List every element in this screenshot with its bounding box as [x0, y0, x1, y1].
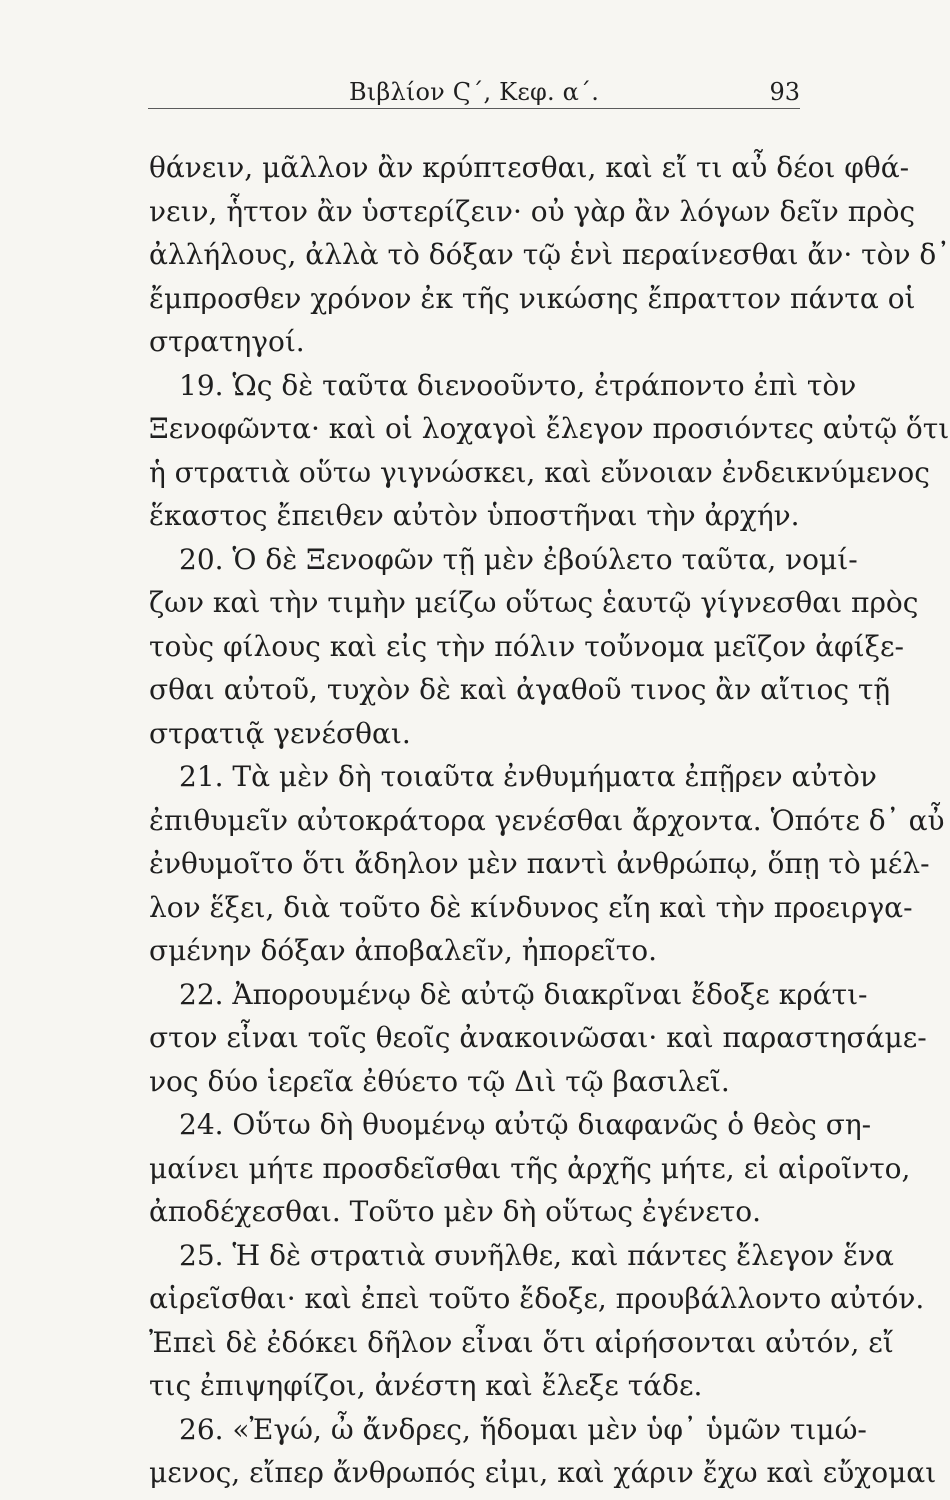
- section-start-line: 25. Ἡ δὲ στρατιὰ συνῆλθε, καὶ πάντες ἔλεγον ἕνα: [179, 1238, 894, 1272]
- text-line: λον ἕξει, διὰ τοῦτο δὲ κίνδυνος εἴη καὶ τὴν προειργα-: [149, 890, 913, 924]
- text-line: ἕκαστος ἔπειθεν αὐτὸν ὑποστῆναι τὴν ἀρχήν.: [149, 499, 800, 532]
- body-text: [149, 146, 950, 1495]
- text-line: νειν, ἧττον ἂν ὑστερίζειν· οὐ γὰρ ἂν λόγων δεῖν πρὸς: [149, 194, 916, 228]
- text-line: στρατηγοί.: [149, 325, 305, 358]
- text-line: σμένην δόξαν ἀποβαλεῖν, ἠπορεῖτο.: [149, 934, 658, 967]
- text-line: μενος, εἴπερ ἄνθρωπός εἰμι, καὶ χάριν ἔχω καὶ εὔχομαι: [149, 1456, 937, 1489]
- section-start-line: 26. «Ἐγώ, ὦ ἄνδρες, ἥδομαι μὲν ὑφ᾽ ὑμῶν τιμώ-: [179, 1412, 867, 1446]
- text-line: στον εἶναι τοῖς θεοῖς ἀνακοινῶσαι· καὶ παραστησάμε-: [149, 1021, 927, 1054]
- text-line: σθαι αὐτοῦ, τυχὸν δὲ καὶ ἀγαθοῦ τινος ἂν αἴτιος τῇ: [149, 673, 891, 706]
- text-line: ἀποδέχεσθαι. Τοῦτο μὲν δὴ οὕτως ἐγένετο.: [149, 1195, 761, 1228]
- text-line: τις ἐπιψηφίζοι, ἀνέστη καὶ ἔλεξε τάδε.: [149, 1369, 703, 1402]
- text-line: μαίνει μήτε προσδεῖσθαι τῆς ἀρχῆς μήτε, εἰ αἱροῖντο,: [149, 1151, 911, 1185]
- text-line: τοὺς φίλους καὶ εἰς τὴν πόλιν τοὔνομα μεῖζον ἀφίξε-: [149, 629, 904, 663]
- section-start-line: 22. Ἀπορουμένῳ δὲ αὐτῷ διακρῖναι ἔδοξε κράτι-: [179, 977, 868, 1011]
- running-head: Βιβλίον Ϛ΄, Κεφ. α΄.: [348, 78, 600, 106]
- text-line: νος δύο ἱερεῖα ἐθύετο τῷ Διὶ τῷ βασιλεῖ.: [149, 1064, 730, 1098]
- page-header: [148, 78, 800, 114]
- text-line: ἀλλήλους, ἀλλὰ τὸ δόξαν τῷ ἑνὶ περαίνεσθαι ἄν· τὸν δ᾽: [149, 238, 950, 271]
- text-line: στρατιᾷ γενέσθαι.: [149, 716, 411, 750]
- section-start-line: 19. Ὡς δὲ ταῦτα διενοοῦντο, ἐτράποντο ἐπὶ τὸν: [179, 368, 857, 402]
- text-line: Ξενοφῶντα· καὶ οἱ λοχαγοὶ ἔλεγον προσιόντες αὐτῷ ὅτι: [149, 412, 950, 445]
- page-number: 93: [769, 78, 800, 106]
- header-rule: [148, 108, 800, 109]
- text-line: ἡ στρατιὰ οὕτω γιγνώσκει, καὶ εὔνοιαν ἐνδεικνύμενος: [149, 455, 930, 489]
- text-line: ζων καὶ τὴν τιμὴν μείζω οὕτως ἑαυτῷ γίγνεσθαι πρὸς: [149, 586, 919, 619]
- text-line: θάνειν, μᾶλλον ἂν κρύπτεσθαι, καὶ εἴ τι αὖ δέοι φθά-: [149, 151, 910, 184]
- section-start-line: 21. Τὰ μὲν δὴ τοιαῦτα ἐνθυμήματα ἐπῇρεν αὐτὸν: [179, 760, 877, 793]
- text-line: Ἐπεὶ δὲ ἐδόκει δῆλον εἶναι ὅτι αἱρήσονται αὐτόν, εἴ: [149, 1325, 894, 1359]
- text-line: αἱρεῖσθαι· καὶ ἐπεὶ τοῦτο ἔδοξε, προυβάλλοντο αὐτόν.: [149, 1282, 925, 1315]
- text-line: ἐπιθυμεῖν αὐτοκράτορα γενέσθαι ἄρχοντα. Ὁπότε δ᾽ αὖ: [149, 803, 945, 837]
- text-line: ἔμπροσθεν χρόνον ἐκ τῆς νικώσης ἔπραττον πάντα οἱ: [149, 281, 916, 315]
- section-start-line: 24. Οὕτω δὴ θυομένῳ αὐτῷ διαφανῶς ὁ θεὸς ση-: [179, 1108, 872, 1141]
- text-line: ἐνθυμοῖτο ὅτι ἄδηλον μὲν παντὶ ἀνθρώπῳ, ὅπῃ τὸ μέλ-: [149, 847, 930, 880]
- section-start-line: 20. Ὁ δὲ Ξενοφῶν τῇ μὲν ἐβούλετο ταῦτα, νομί-: [179, 542, 858, 576]
